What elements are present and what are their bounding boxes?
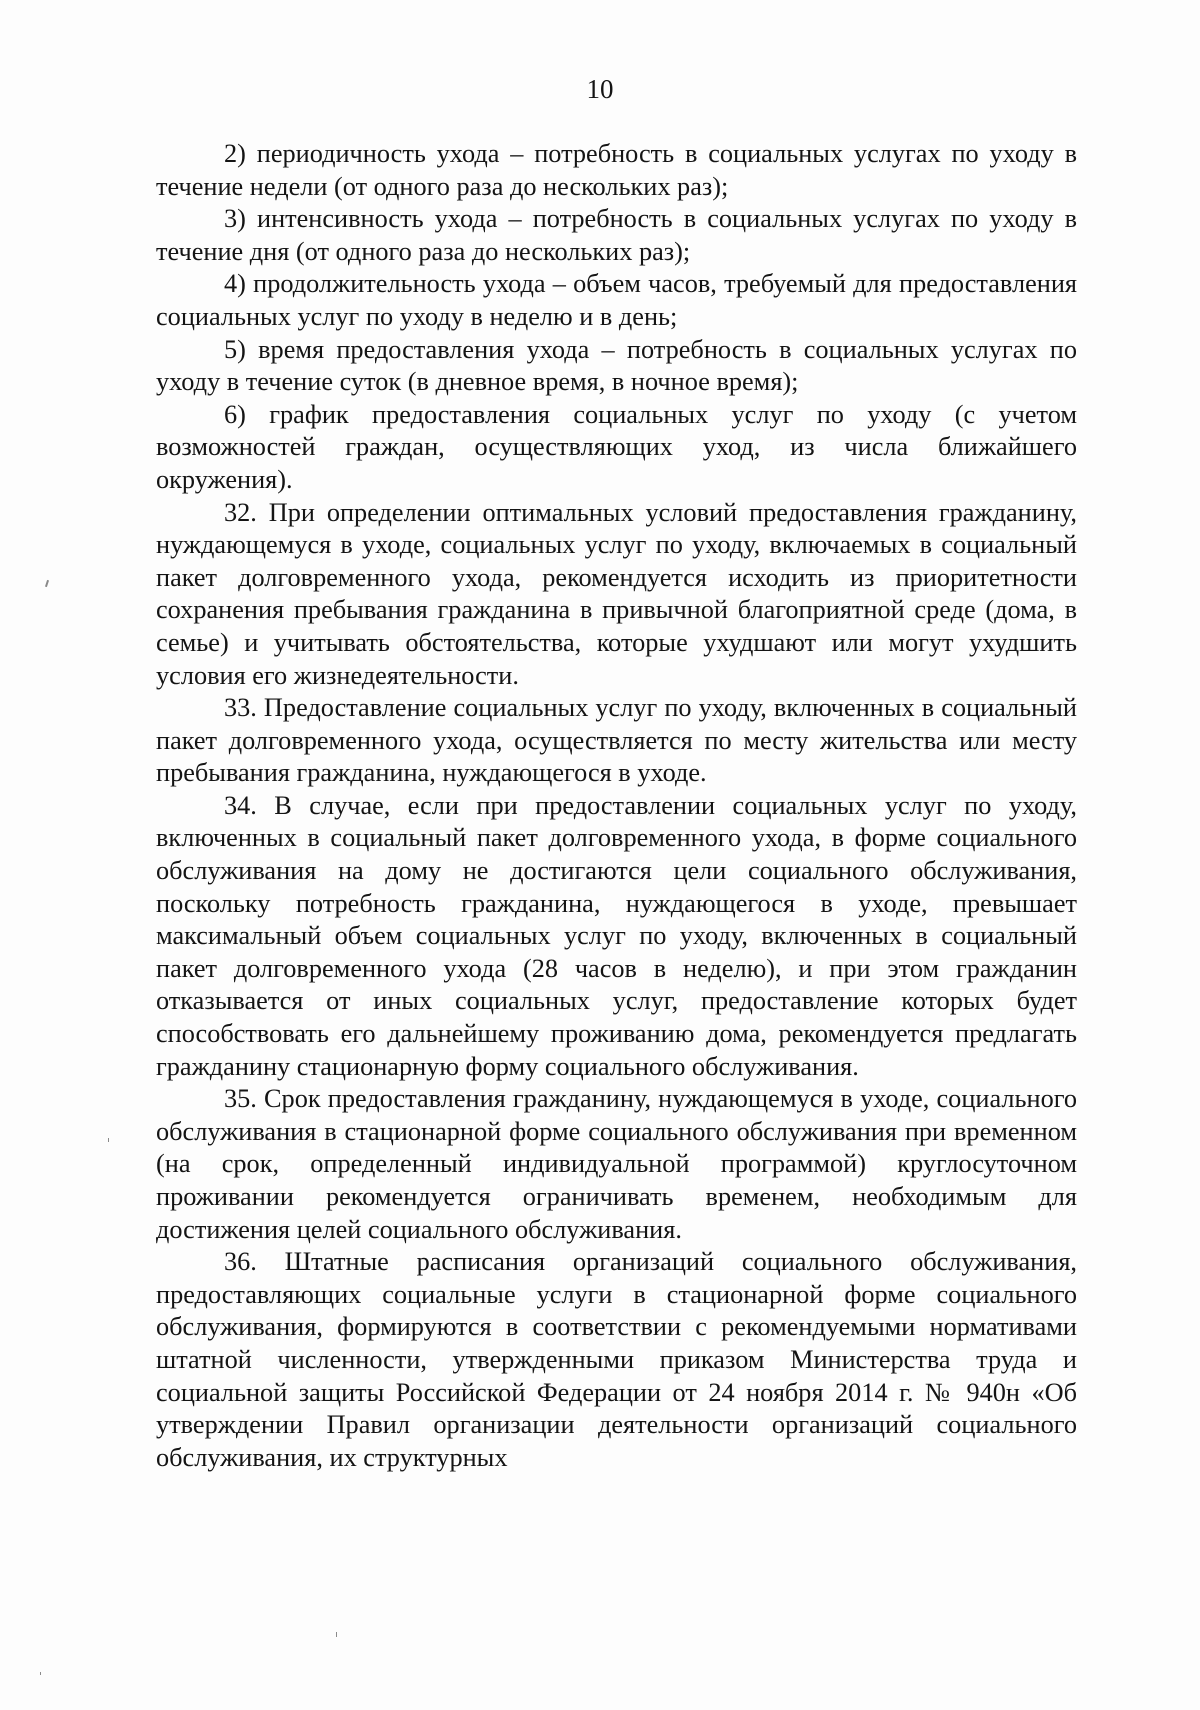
paragraph-care-schedule: 6) график предоставления социальных услуг по уходу (с учетом возможностей граждан, осуществляющих уход, из числа ближайшего окружения). <box>156 399 1077 494</box>
paragraph-care-time: 5) время предоставления ухода – потребность в социальных услугах по уходу в течение суток (в дневное время, в ночное время); <box>156 334 1077 397</box>
paragraph-care-duration: 4) продолжительность ухода – объем часов, требуемый для предоставления социальных услуг по уходу в неделю и в день; <box>156 269 1077 331</box>
scan-speck <box>108 1138 109 1142</box>
scan-speck <box>336 1632 337 1637</box>
paragraph-item-32: 32. При определении оптимальных условий предоставления гражданину, нуждающемуся в уходе, социальных услуг по уходу, включаемых в социальный пакет долговременного ухода, рекомендуется исходить из приоритетности сохранения пребывания гражданина в привычной благоприятной среде (дома, в семье) и учитывать обстоятельства, которые ухудшают или могут ухудшить условия его жизнедеятельности. <box>156 497 1077 690</box>
paragraph-item-33: 33. Предоставление социальных услуг по уходу, включенных в социальный пакет долговременного ухода, осуществляется по месту жительства или месту пребывания гражданина, нуждающегося в уходе. <box>156 693 1077 788</box>
paragraph-item-34: 34. В случае, если при предоставлении социальных услуг по уходу, включенных в социальный пакет долговременного ухода, в форме социального обслуживания на дому не достигаются цели социального обслуживания, поскольку потребность гражданина, нуждающегося в уходе, превышает максимальный объем социальных услуг по уходу, включенных в социальный пакет долговременного ухода (28 часов в неделю), и при этом гражданин отказывается от иных социальных услуг, предоставление которых будет способствовать его дальнейшему проживанию дома, рекомендуется предлагать гражданину стационарную форму социального обслуживания. <box>156 790 1077 1081</box>
scan-speck <box>40 1672 41 1675</box>
paragraph-item-36: 36. Штатные расписания организаций социального обслуживания, предоставляющих социальные услуги в стационарной форме социального обслуживания, формируются в соответствии с рекомендуемыми нормативами штатной численности, утвержденными приказом Министерства труда и социальной защиты Российской Федерации от 24 ноября 2014 г. № 940н «Об утверждении Правил организации деятельности организаций социального обслуживания, их структурных <box>156 1247 1077 1472</box>
paragraph-care-frequency: 2) периодичность ухода – потребность в социальных услугах по уходу в течение недели (от одного раза до нескольких раз); <box>156 139 1077 201</box>
page-number: 10 <box>586 74 614 104</box>
paragraph-care-intensity: 3) интенсивность ухода – потребность в социальных услугах по уходу в течение дня (от одного раза до нескольких раз); <box>156 204 1077 266</box>
scan-speck <box>45 580 49 587</box>
document-body <box>156 138 1077 1474</box>
paragraph-item-35: 35. Срок предоставления гражданину, нуждающемуся в уходе, социального обслуживания в стационарной форме социального обслуживания при временном (на срок, определенный индивидуальной программой) круглосуточном проживании рекомендуется ограничивать временем, необходимым для достижения целей социального обслуживания. <box>156 1084 1077 1244</box>
